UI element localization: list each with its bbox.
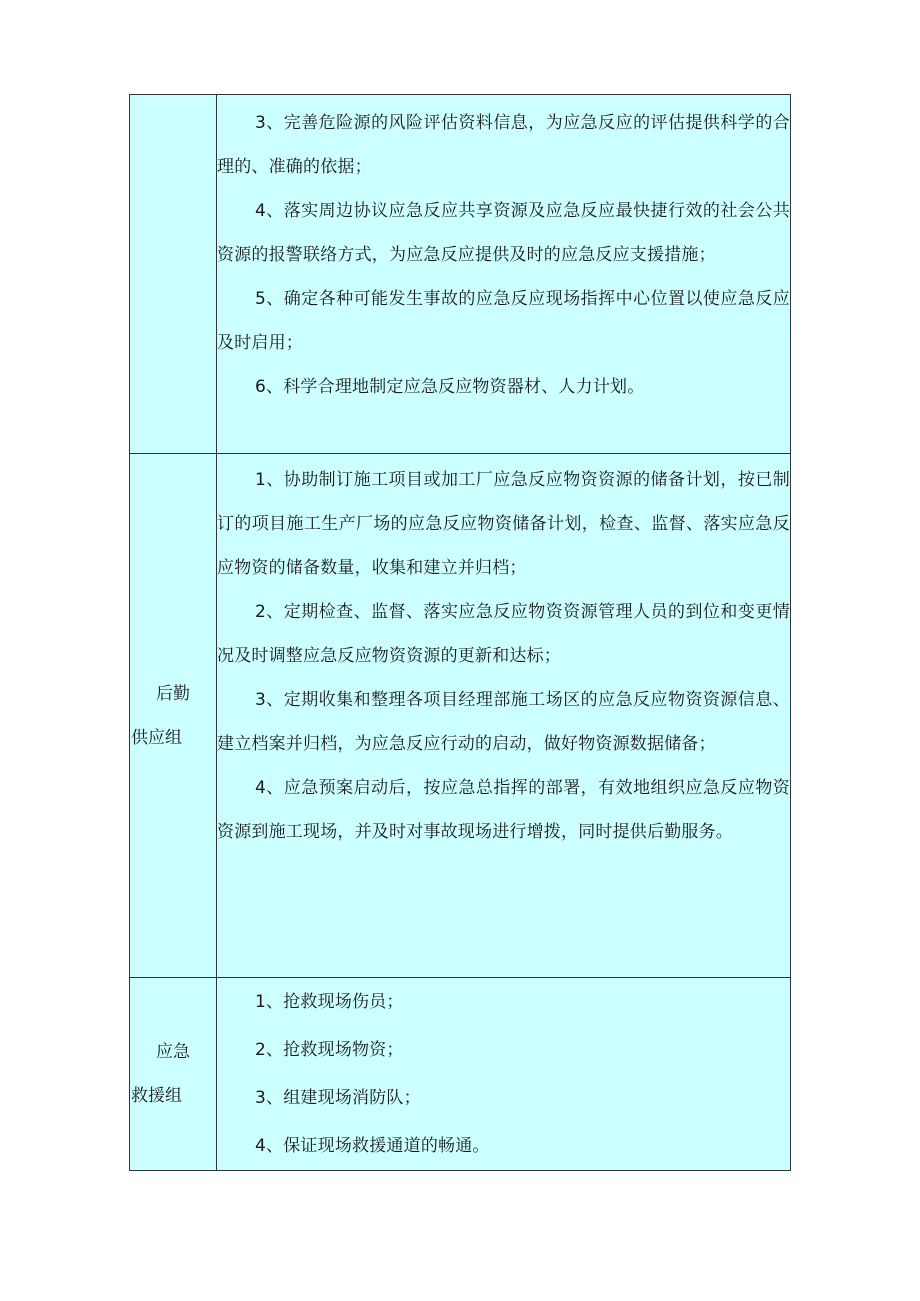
duty-item: 2、抢救现场物资；	[255, 1040, 404, 1060]
duty-content-cell	[217, 978, 791, 1171]
duty-content-cell	[217, 454, 791, 978]
duty-item: 2、定期检查、监督、落实应急反应物资资源管理人员的到位和变更情况及时调整应急反应物资资源的更新和达标；	[217, 602, 790, 666]
responsibility-table	[129, 94, 791, 1171]
duty-content-cell	[217, 95, 791, 454]
group-label-line2: 救援组	[131, 1086, 182, 1106]
duty-item: 1、抢救现场伤员；	[255, 992, 404, 1012]
duty-item: 4、保证现场救援通道的畅通。	[255, 1136, 490, 1156]
duty-item: 4、应急预案启动后，按应急总指挥的部署，有效地组织应急反应物资资源到施工现场，并及时对事故现场进行增拨，同时提供后勤服务。	[217, 778, 790, 842]
duty-item: 4、落实周边协议应急反应共享资源及应急反应最快捷行效的社会公共资源的报警联络方式，为应急反应提供及时的应急反应支援措施；	[217, 201, 790, 265]
duty-item: 1、协助制订施工项目或加工厂应急反应物资资源的储备计划，按已制订的项目施工生产厂场的应急反应物资储备计划，检查、监督、落实应急反应物资的储备数量，收集和建立并归档；	[217, 470, 790, 578]
table-row	[130, 454, 791, 978]
duty-item: 3、组建现场消防队；	[255, 1088, 421, 1108]
group-label-line2: 供应组	[131, 727, 182, 748]
table-row	[130, 978, 791, 1171]
duty-item: 3、定期收集和整理各项目经理部施工场区的应急反应物资资源信息、建立档案并归档，为应急反应行动的启动，做好物资源数据储备；	[217, 690, 790, 754]
duty-item: 3、完善危险源的风险评估资料信息，为应急反应的评估提供科学的合理的、准确的依据；	[217, 113, 790, 177]
duty-item: 5、确定各种可能发生事故的应急反应现场指挥中心位置以使应急反应及时启用；	[217, 289, 790, 353]
group-label-line1: 应急	[156, 1042, 190, 1062]
group-label-cell	[130, 95, 217, 454]
group-label-cell	[130, 978, 217, 1171]
table-row	[130, 95, 791, 454]
duty-item: 6、科学合理地制定应急反应物资器材、人力计划。	[255, 377, 645, 397]
group-label-cell	[130, 454, 217, 978]
group-label-line1: 后勤	[156, 683, 190, 704]
